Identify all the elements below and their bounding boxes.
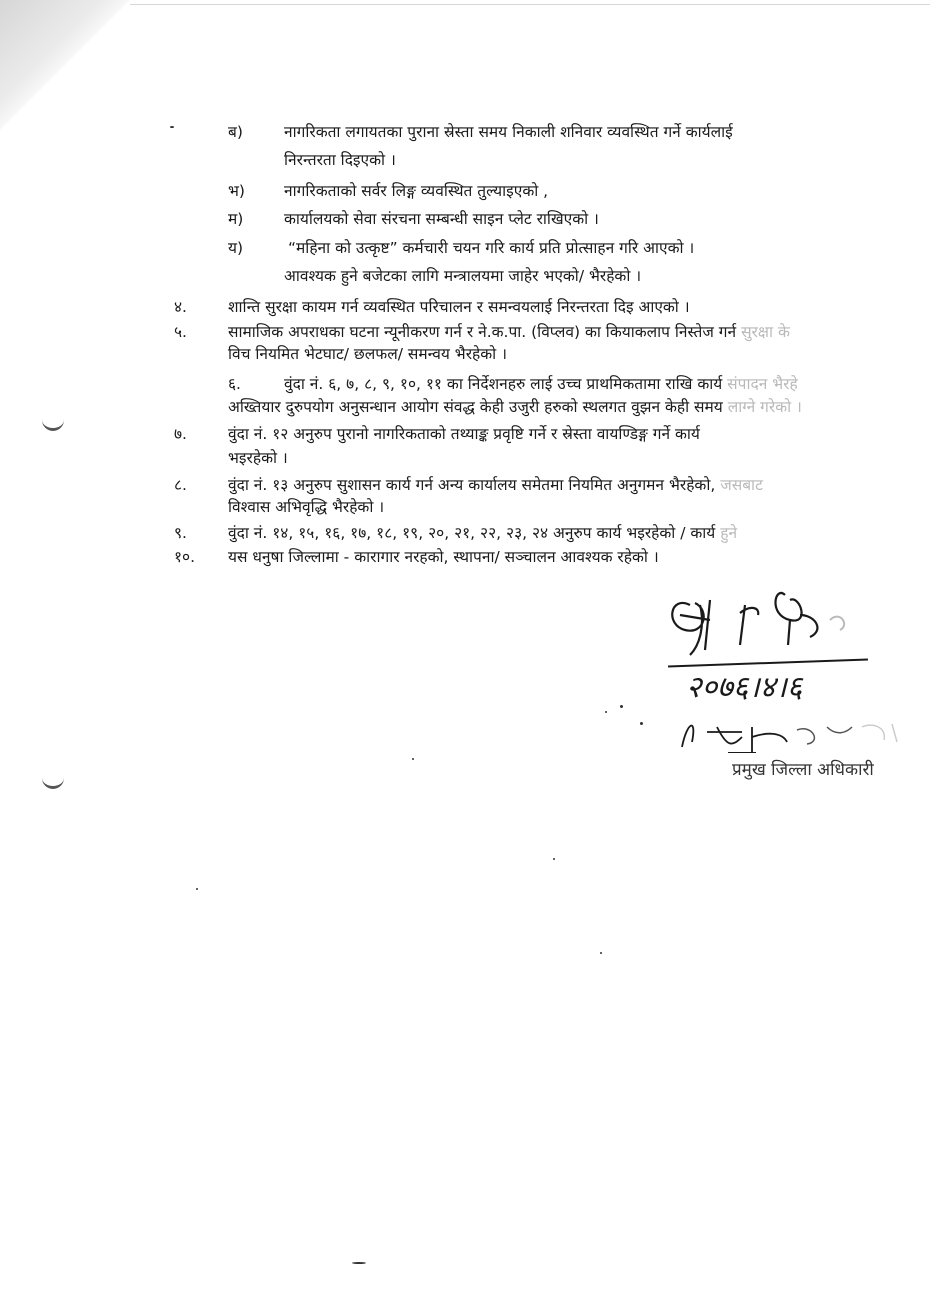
item-5-text (228, 322, 790, 342)
item-6-text (284, 374, 798, 394)
item-number-5: ५. (174, 323, 187, 341)
item-4-text: शान्ति सुरक्षा कायम गर्न व्यवस्थित परिचालन र समन्वयलाई निरन्तरता दिइ आएको । (228, 298, 690, 316)
item-5-main: सामाजिक अपराधका घटना न्यूनीकरण गर्न र ने.क.पा. (विप्लव) का कियाकलाप निस्तेज गर्न (228, 323, 737, 341)
speck (352, 1262, 366, 1264)
item-5-continuation: विच नियमित भेटघाट/ छलफल/ समन्वय भैरहेको । (228, 345, 507, 363)
item-number-6: ६. (228, 375, 241, 393)
speck (640, 722, 643, 725)
subitem-ba-text: नागरिकता लगायतका पुराना स्रेस्ता समय निकाली शनिवार व्यवस्थित गर्ने कार्यलाई (284, 123, 733, 141)
item-6-cont-faded: लाग्ने गरेको । (727, 398, 802, 416)
item-9-faded: हुने (720, 524, 738, 542)
subitem-ya-continuation: आवश्यक हुने बजेटका लागि मन्त्रालयमा जाहेर भएको/ भैरहेको । (284, 267, 642, 285)
item-6-cont-main: अख्तियार दुरुपयोग अनुसन्धान आयोग संवद्ध केही उजुरी हरुको स्थलगत वुझन केही समय (228, 398, 723, 416)
subitem-bha-text: नागरिकताको सर्वर लिङ्ग व्यवस्थित तुल्याइएको , (284, 182, 549, 200)
item-8-main: वुंदा नं. १३ अनुरुप सुशासन कार्य गर्न अन्य कार्यालय समेतमा नियमित अनुगमन भैरहेको, (228, 476, 716, 494)
item-8-faded: जसबाट (720, 476, 763, 494)
item-6-continuation (228, 397, 802, 417)
name-stamp-scribble (672, 712, 912, 757)
subitem-marker-ma: म) (228, 210, 244, 228)
speck (412, 758, 414, 760)
item-10-text: यस धनुषा जिल्लामा - कारागार नरहको, स्थापना/ सञ्चालन आवश्यक रहेको । (228, 548, 659, 566)
item-number-4: ४. (174, 298, 187, 316)
top-edge-line (130, 4, 930, 5)
subitem-marker-bha: भ) (228, 182, 245, 200)
punch-hole-bottom (42, 778, 64, 789)
title-stroke (728, 752, 756, 753)
item-7-continuation: भइरहेको । (228, 449, 288, 467)
handwritten-date: २०७६।४।६ (686, 670, 803, 705)
item-number-7: ७. (174, 425, 187, 443)
item-number-8: ८. (174, 476, 187, 494)
item-number-10: १०. (174, 548, 196, 566)
item-6-main: वुंदा नं. ६, ७, ८, ९, १०, ११ का निर्देशनहरु लाई उच्च प्राथमिकतामा राखि कार्य (284, 375, 723, 393)
subitem-marker-ya: य) (228, 239, 244, 257)
speck (553, 858, 555, 860)
handwritten-signature (650, 575, 880, 660)
subitem-marker-ba: ब) (228, 123, 243, 141)
item-9-text (228, 523, 737, 543)
speck (170, 126, 174, 128)
subitem-ya-text: “महिना को उत्कृष्ट” कर्मचारी चयन गरि कार्य प्रति प्रोत्साहन गरि आएको । (288, 239, 695, 257)
speck (620, 705, 623, 708)
item-7-text: वुंदा नं. १२ अनुरुप पुरानो नागरिकताको तथ्याङ्क प्रवृष्टि गर्ने र स्रेस्ता वायण्डिङ्ग गर्ने कार्य (228, 425, 700, 443)
speck (600, 952, 602, 954)
item-6-faded: संपादन भैरहे (727, 375, 798, 393)
official-title: प्रमुख जिल्ला अधिकारी (732, 760, 874, 780)
item-number-9: ९. (174, 524, 187, 542)
subitem-ma-text: कार्यालयको सेवा संरचना सम्बन्धी साइन प्लेट राखिएको । (284, 210, 599, 228)
item-8-continuation: विश्वास अभिवृद्धि भैरहेको । (228, 498, 385, 516)
subitem-ba-continuation: निरन्तरता दिइएको । (284, 151, 396, 169)
item-8-text (228, 475, 763, 495)
speck (196, 888, 198, 890)
folded-corner (0, 0, 130, 130)
item-9-main: वुंदा नं. १४, १५, १६, १७, १८, १९, २०, २१, २२, २३, २४ अनुरुप कार्य भइरहेको / कार्य (228, 524, 716, 542)
item-5-faded: सुरक्षा के (741, 323, 790, 341)
speck (605, 711, 607, 713)
punch-hole-top (42, 420, 64, 431)
